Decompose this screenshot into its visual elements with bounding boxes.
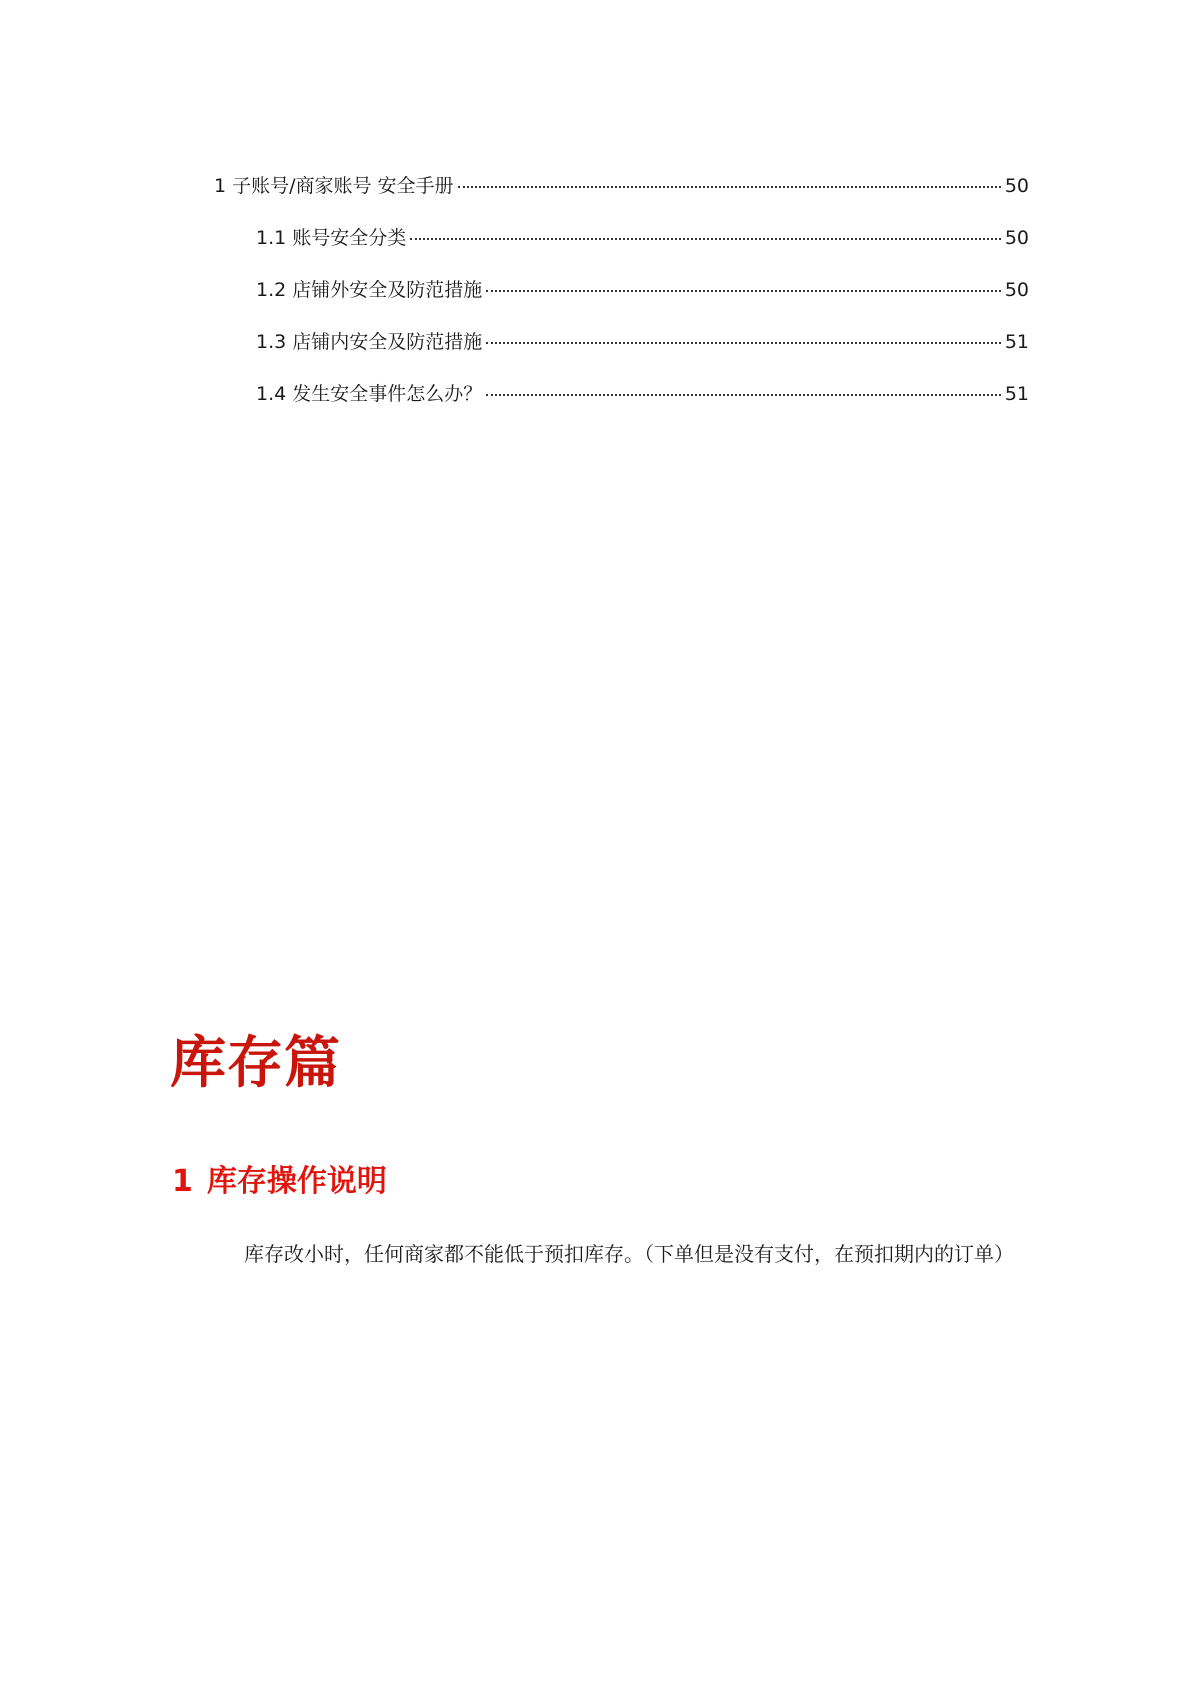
toc-dot-leader [410, 238, 1001, 240]
toc-page-number: 51 [1004, 383, 1029, 405]
toc-dot-leader [486, 394, 1001, 396]
toc-entry-number: 1 [214, 175, 227, 197]
toc-entry-title: 子账号/商家账号 安全手册 [232, 175, 454, 197]
section-heading [172, 1162, 387, 1202]
toc-entry-title: 店铺外安全及防范措施 [292, 279, 483, 301]
toc-entry[interactable] [256, 279, 1029, 301]
toc-entry[interactable] [256, 227, 1029, 249]
toc-entry-number: 1.3 [256, 331, 287, 353]
toc-entry-title: 发生安全事件怎么办？ [292, 383, 483, 405]
toc-dot-leader [486, 342, 1001, 344]
toc-entry[interactable] [256, 331, 1029, 353]
toc-entry[interactable] [256, 383, 1029, 405]
body-paragraph: 库存改小时，任何商家都不能低于预扣库存。（下单但是没有支付，在预扣期内的订单） [244, 1242, 1014, 1266]
toc-dot-leader [486, 290, 1001, 292]
toc-page-number: 51 [1004, 331, 1029, 353]
toc-page-number: 50 [1004, 175, 1029, 197]
toc-entry[interactable] [214, 175, 1029, 197]
toc-dot-leader [458, 186, 1001, 188]
toc-entry-title: 店铺内安全及防范措施 [292, 331, 483, 353]
table-of-contents [214, 175, 1029, 405]
section-title: 库存操作说明 [206, 1164, 387, 1199]
part-title: 库存篇 [170, 1031, 341, 1096]
toc-entry-number: 1.1 [256, 227, 287, 249]
toc-entry-number: 1.2 [256, 279, 287, 301]
toc-page-number: 50 [1004, 279, 1029, 301]
section-number: 1 [172, 1164, 193, 1199]
toc-entry-title: 账号安全分类 [292, 227, 407, 249]
toc-page-number: 50 [1004, 227, 1029, 249]
toc-entry-number: 1.4 [256, 383, 287, 405]
